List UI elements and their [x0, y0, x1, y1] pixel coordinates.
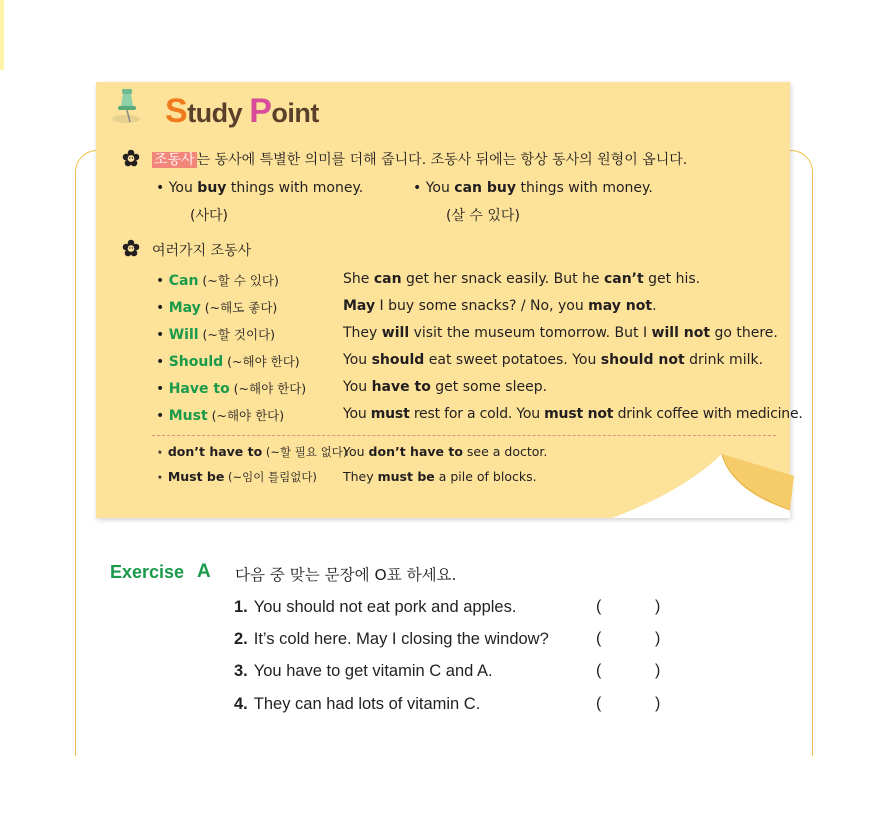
extra-example: You don’t have to see a doctor.	[343, 444, 548, 459]
modal-term: • May (~해도 좋다)	[156, 300, 278, 316]
answer-blank-open[interactable]: (	[596, 662, 602, 679]
answer-blank-close: )	[655, 695, 661, 712]
modal-term: • Must (~해야 한다)	[156, 408, 285, 424]
exercise-letter: A	[197, 561, 211, 582]
answer-blank-close: )	[655, 598, 661, 615]
answer-blank-open[interactable]: (	[596, 695, 602, 712]
example-meaning-2: (살 수 있다)	[446, 208, 520, 224]
modal-example: They will visit the museum tomorrow. But I will not go there.	[343, 325, 778, 341]
intro-highlight: 조동사	[154, 152, 195, 168]
corner-mark	[0, 0, 4, 70]
answer-blank-close: )	[655, 630, 661, 647]
study-point-title: Study Point	[165, 92, 319, 130]
answer-blank-open[interactable]: (	[596, 630, 602, 647]
example-meaning-1: (사다)	[190, 208, 228, 224]
dashed-divider	[152, 435, 776, 436]
modal-example: You must rest for a cold. You must not drink coffee with medicine.	[343, 406, 803, 422]
modal-example: May I buy some snacks? / No, you may not.	[343, 298, 657, 314]
modal-term: • Have to (~해야 한다)	[156, 381, 307, 397]
extra-term: ⋆ Must be (~임이 틀림없다)	[156, 469, 317, 484]
modal-example: You have to get some sleep.	[343, 379, 548, 395]
question-2: 2. It’s cold here. May I closing the window?	[234, 630, 549, 648]
star-bullet-icon: ⋆	[156, 444, 164, 459]
extra-term: ⋆ don’t have to (~할 필요 없다)	[156, 444, 348, 459]
question-1: 1. You should not eat pork and apples.	[234, 598, 517, 616]
question-4: 4. They can had lots of vitamin C.	[234, 695, 481, 713]
pushpin-icon	[110, 86, 154, 126]
intro-sentence: 조동사 는 동사에 특별한 의미를 더해 줍니다. 조동사 뒤에는 항상 동사의 원형이 옵니다.	[154, 152, 688, 168]
example-sentence-2: • You can buy things with money.	[413, 180, 653, 196]
example-sentence-1: • You buy things with money.	[156, 180, 364, 196]
section-title-modals: 여러가지 조동사	[152, 243, 252, 259]
page-curl	[612, 452, 802, 522]
star-bullet-icon: ⋆	[156, 469, 164, 484]
question-3: 3. You have to get vitamin C and A.	[234, 662, 493, 680]
answer-blank-open[interactable]: (	[596, 598, 602, 615]
exercise-label: Exercise	[110, 562, 185, 582]
modal-term: • Should (~해야 한다)	[156, 354, 300, 370]
modal-example: She can get her snack easily. But he can’t get his.	[343, 271, 701, 287]
exercise-instruction: 다음 중 맞는 문장에 O표 하세요.	[235, 566, 457, 584]
modal-term: • Can (~할 수 있다)	[156, 273, 279, 289]
answer-blank-close: )	[655, 662, 661, 679]
modal-term: • Will (~할 것이다)	[156, 327, 276, 343]
flower-bullet-icon	[122, 149, 140, 167]
modal-example: You should eat sweet potatoes. You should not drink milk.	[343, 352, 764, 368]
extra-example: They must be a pile of blocks.	[343, 469, 537, 484]
flower-bullet-icon	[122, 239, 140, 257]
